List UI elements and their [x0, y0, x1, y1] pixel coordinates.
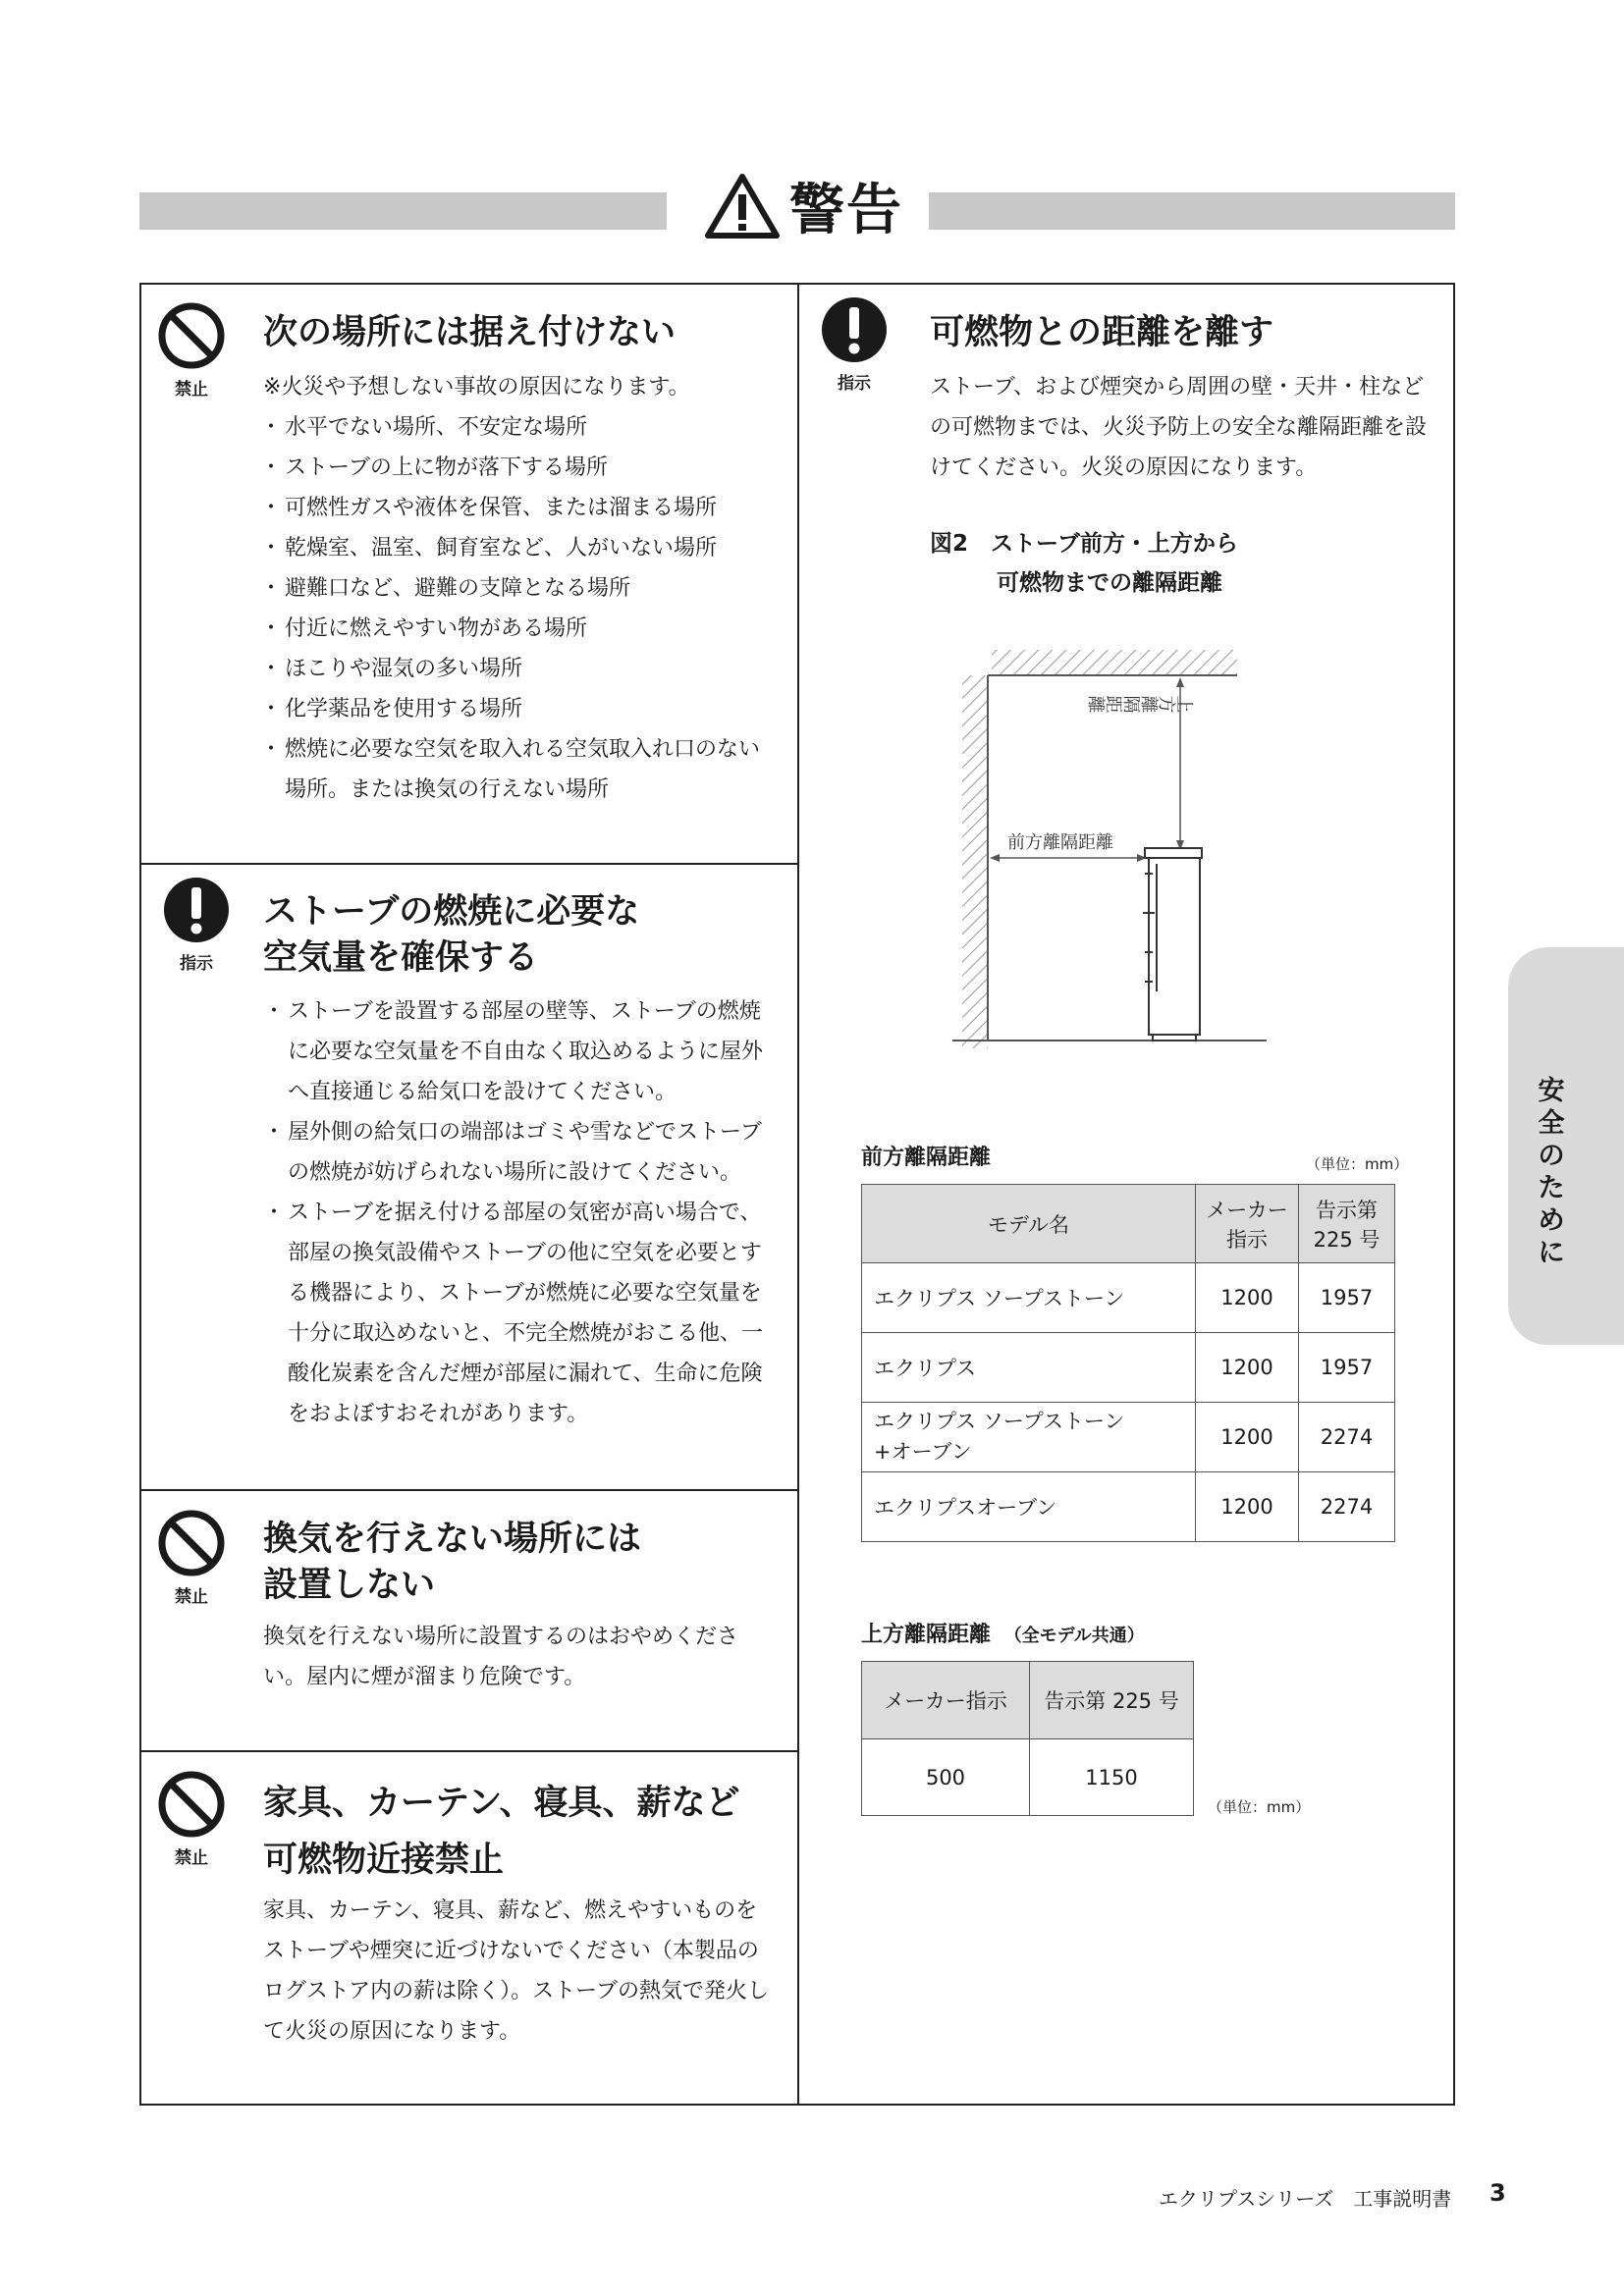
- top-table-heading: [861, 1618, 1145, 1648]
- figure-caption-line: 可燃物までの離隔距離: [997, 570, 1222, 596]
- fig-label-top: 上方離隔距離: [1088, 692, 1194, 714]
- ceiling-hatch: [992, 650, 1237, 675]
- heading-line: 可燃物近接禁止: [263, 1841, 505, 1880]
- list-item: ・ 化学薬品を使用する場所: [260, 689, 781, 729]
- side-tab-char: に: [1538, 1238, 1565, 1268]
- prohibition-icon: [156, 1769, 227, 1840]
- heading-line: 設置しない: [263, 1566, 436, 1605]
- warning-header: [705, 165, 921, 247]
- prohibition-icon: [156, 300, 227, 371]
- model-name: エクリプスオーブン: [874, 1496, 1057, 1520]
- figure-caption-line: 図2 ストーブ前方・上方から: [930, 531, 1238, 557]
- column-divider: [797, 283, 799, 2106]
- figure-caption: [930, 524, 1238, 603]
- top-table-unit: （単位：mm）: [1208, 1798, 1311, 1816]
- side-tab-char: た: [1538, 1173, 1565, 1203]
- model-name: エクリプス ソープストーン: [874, 1410, 1125, 1433]
- maker-value: 1200: [1196, 1263, 1299, 1333]
- stove-drawing: [1143, 848, 1202, 1041]
- heading-line: ストーブの燃焼に必要な: [263, 892, 640, 932]
- instruction-symbol: [157, 875, 236, 974]
- maker-value: 500: [862, 1739, 1030, 1816]
- exclamation-circle-icon: [161, 875, 232, 945]
- header-bar-right: [929, 192, 1455, 230]
- page-number: 3: [1489, 2179, 1506, 2207]
- symbol-label: 指示: [838, 374, 871, 394]
- maker-value: 1200: [1196, 1472, 1299, 1542]
- bullet-list: [260, 407, 781, 810]
- table-row: [862, 1739, 1194, 1816]
- fig-label-front: 前方離隔距離: [1007, 832, 1113, 853]
- section-heading: [263, 1775, 739, 1889]
- instruction-symbol: [815, 294, 893, 394]
- col-header-maker: [1196, 1185, 1299, 1263]
- col-header-notice-l2: 225 号: [1313, 1227, 1380, 1252]
- prohibition-symbol: [152, 1508, 231, 1607]
- section-body: 換気を行えない場所に設置するのはおやめください。屋内に煙が溜まり危険です。: [263, 1625, 739, 1689]
- symbol-label: 禁止: [175, 1848, 208, 1868]
- notice-value: 1957: [1299, 1333, 1395, 1403]
- symbol-label: 禁止: [175, 1587, 208, 1607]
- front-table-title: 前方離隔距離: [861, 1146, 992, 1170]
- top-table-title: 上方離隔距離: [861, 1623, 992, 1647]
- side-tab-char: の: [1538, 1141, 1565, 1171]
- list-item: ・ ストーブを設置する部屋の壁等、ストーブの燃焼に必要な空気量を不自由なく取込めるように屋外へ直接通じる給気口を設けてください。: [263, 991, 782, 1112]
- list-item: ・ 屋外側の給気口の端部はゴミや雪などでストーブの燃焼が妨げられない場所に設けてください。: [263, 1112, 782, 1193]
- prohibition-symbol: [152, 300, 231, 400]
- top-table-subtitle: （全モデル共通）: [1003, 1626, 1145, 1646]
- list-item: ・ ストーブを据え付ける部屋の気密が高い場合で、部屋の換気設備やストーブの他に空気を必要とする機器により、ストーブが燃焼に必要な空気量を十分に取込めないと、不完全燃焼がおこる他、一酸化炭素を含んだ煙が部屋に漏れて、生命に危険をおよぼすおそれがあります。: [263, 1193, 782, 1434]
- warning-triangle-icon: [705, 173, 780, 240]
- arrowhead: [990, 854, 1000, 862]
- notice-value: 1957: [1299, 1263, 1395, 1333]
- heading-line: 換気を行えない場所には: [263, 1520, 642, 1559]
- maker-value: 1200: [1196, 1333, 1299, 1403]
- wall-hatch: [962, 675, 988, 1048]
- heading-line: 家具、カーテン、寝具、薪など: [263, 1784, 740, 1823]
- model-name-line2: +オーブン: [874, 1440, 972, 1464]
- side-tab-char: 安: [1538, 1076, 1565, 1106]
- list-item: ・ ほこりや湿気の多い場所: [260, 649, 781, 689]
- col-header-model: モデル名: [862, 1185, 1196, 1263]
- table-row: [862, 1472, 1395, 1542]
- notice-value: 2274: [1299, 1403, 1395, 1472]
- side-tab-label: [1532, 1075, 1571, 1269]
- col-header-notice: [1299, 1185, 1395, 1263]
- symbol-label: 指示: [180, 954, 213, 974]
- clearance-diagram: [952, 638, 1267, 1050]
- notice-value: 2274: [1299, 1472, 1395, 1542]
- col-header-notice: 告示第 225 号: [1030, 1662, 1194, 1739]
- section-heading: [263, 889, 639, 982]
- model-name: エクリプス ソープストーン: [874, 1287, 1125, 1310]
- top-clearance-table: [861, 1661, 1194, 1816]
- list-item: ・ 水平でない場所、不安定な場所: [260, 407, 781, 448]
- section-heading: 次の場所には据え付けない: [263, 313, 677, 352]
- list-item: ・ 可燃性ガスや液体を保管、または溜まる場所: [260, 488, 781, 528]
- list-item: ・ 避難口など、避難の支障となる場所: [260, 568, 781, 609]
- front-table-unit: （単位：mm）: [1306, 1155, 1409, 1173]
- arrowhead: [1176, 677, 1184, 687]
- table-row: [862, 1403, 1395, 1472]
- list-item: ・ 燃焼に必要な空気を取入れる空気取入れ口のない場所。または換気の行えない場所: [260, 729, 781, 810]
- model-name: エクリプス: [874, 1357, 977, 1380]
- section-heading: 可燃物との距離を離す: [930, 313, 1274, 352]
- notice-value: 1150: [1030, 1739, 1194, 1816]
- section-note: ※火災や予想しない事故の原因になります。: [263, 375, 690, 400]
- col-header-maker-l2: 指示: [1226, 1227, 1268, 1252]
- col-header-notice-l1: 告示第: [1316, 1198, 1378, 1222]
- side-tab-text: [1532, 1075, 1571, 1269]
- footer-doc-title: エクリプスシリーズ 工事説明書: [1159, 2187, 1452, 2211]
- symbol-label: 禁止: [175, 380, 208, 400]
- side-tab-char: め: [1538, 1205, 1565, 1236]
- list-item: ・ 乾燥室、温室、飼育室など、人がいない場所: [260, 528, 781, 568]
- table-row: [862, 1333, 1395, 1403]
- section-divider-1: [139, 863, 798, 865]
- list-item: ・ ストーブの上に物が落下する場所: [260, 448, 781, 488]
- front-clearance-table: [861, 1184, 1395, 1542]
- page-title: 警告: [789, 179, 903, 242]
- bullet-list: [263, 991, 782, 1434]
- col-header-maker: メーカー指示: [862, 1662, 1030, 1739]
- header-bar-left: [139, 192, 667, 230]
- heading-line: 空気量を確保する: [263, 938, 539, 978]
- exclamation-circle-icon: [819, 294, 890, 365]
- prohibition-icon: [156, 1508, 227, 1578]
- section-heading: [263, 1517, 641, 1609]
- section-body: 家具、カーテン、寝具、薪など、燃えやすいものをストーブや煙突に近づけないでください（本製品のログストア内の薪は除く）。ストーブの熱気で発火して火災の原因になります。: [263, 1898, 770, 2044]
- section-divider-2: [139, 1489, 798, 1491]
- side-tab-char: 全: [1538, 1108, 1565, 1139]
- maker-value: 1200: [1196, 1403, 1299, 1472]
- section-divider-3: [139, 1750, 798, 1752]
- table-row: [862, 1263, 1395, 1333]
- section-body: ストーブ、および煙突から周囲の壁・天井・柱などの可燃物までは、火災予防上の安全な離隔距離を設けてください。火災の原因になります。: [930, 375, 1428, 480]
- prohibition-symbol: [152, 1769, 231, 1868]
- col-header-maker-l1: メーカー: [1206, 1198, 1288, 1222]
- list-item: ・ 付近に燃えやすい物がある場所: [260, 609, 781, 649]
